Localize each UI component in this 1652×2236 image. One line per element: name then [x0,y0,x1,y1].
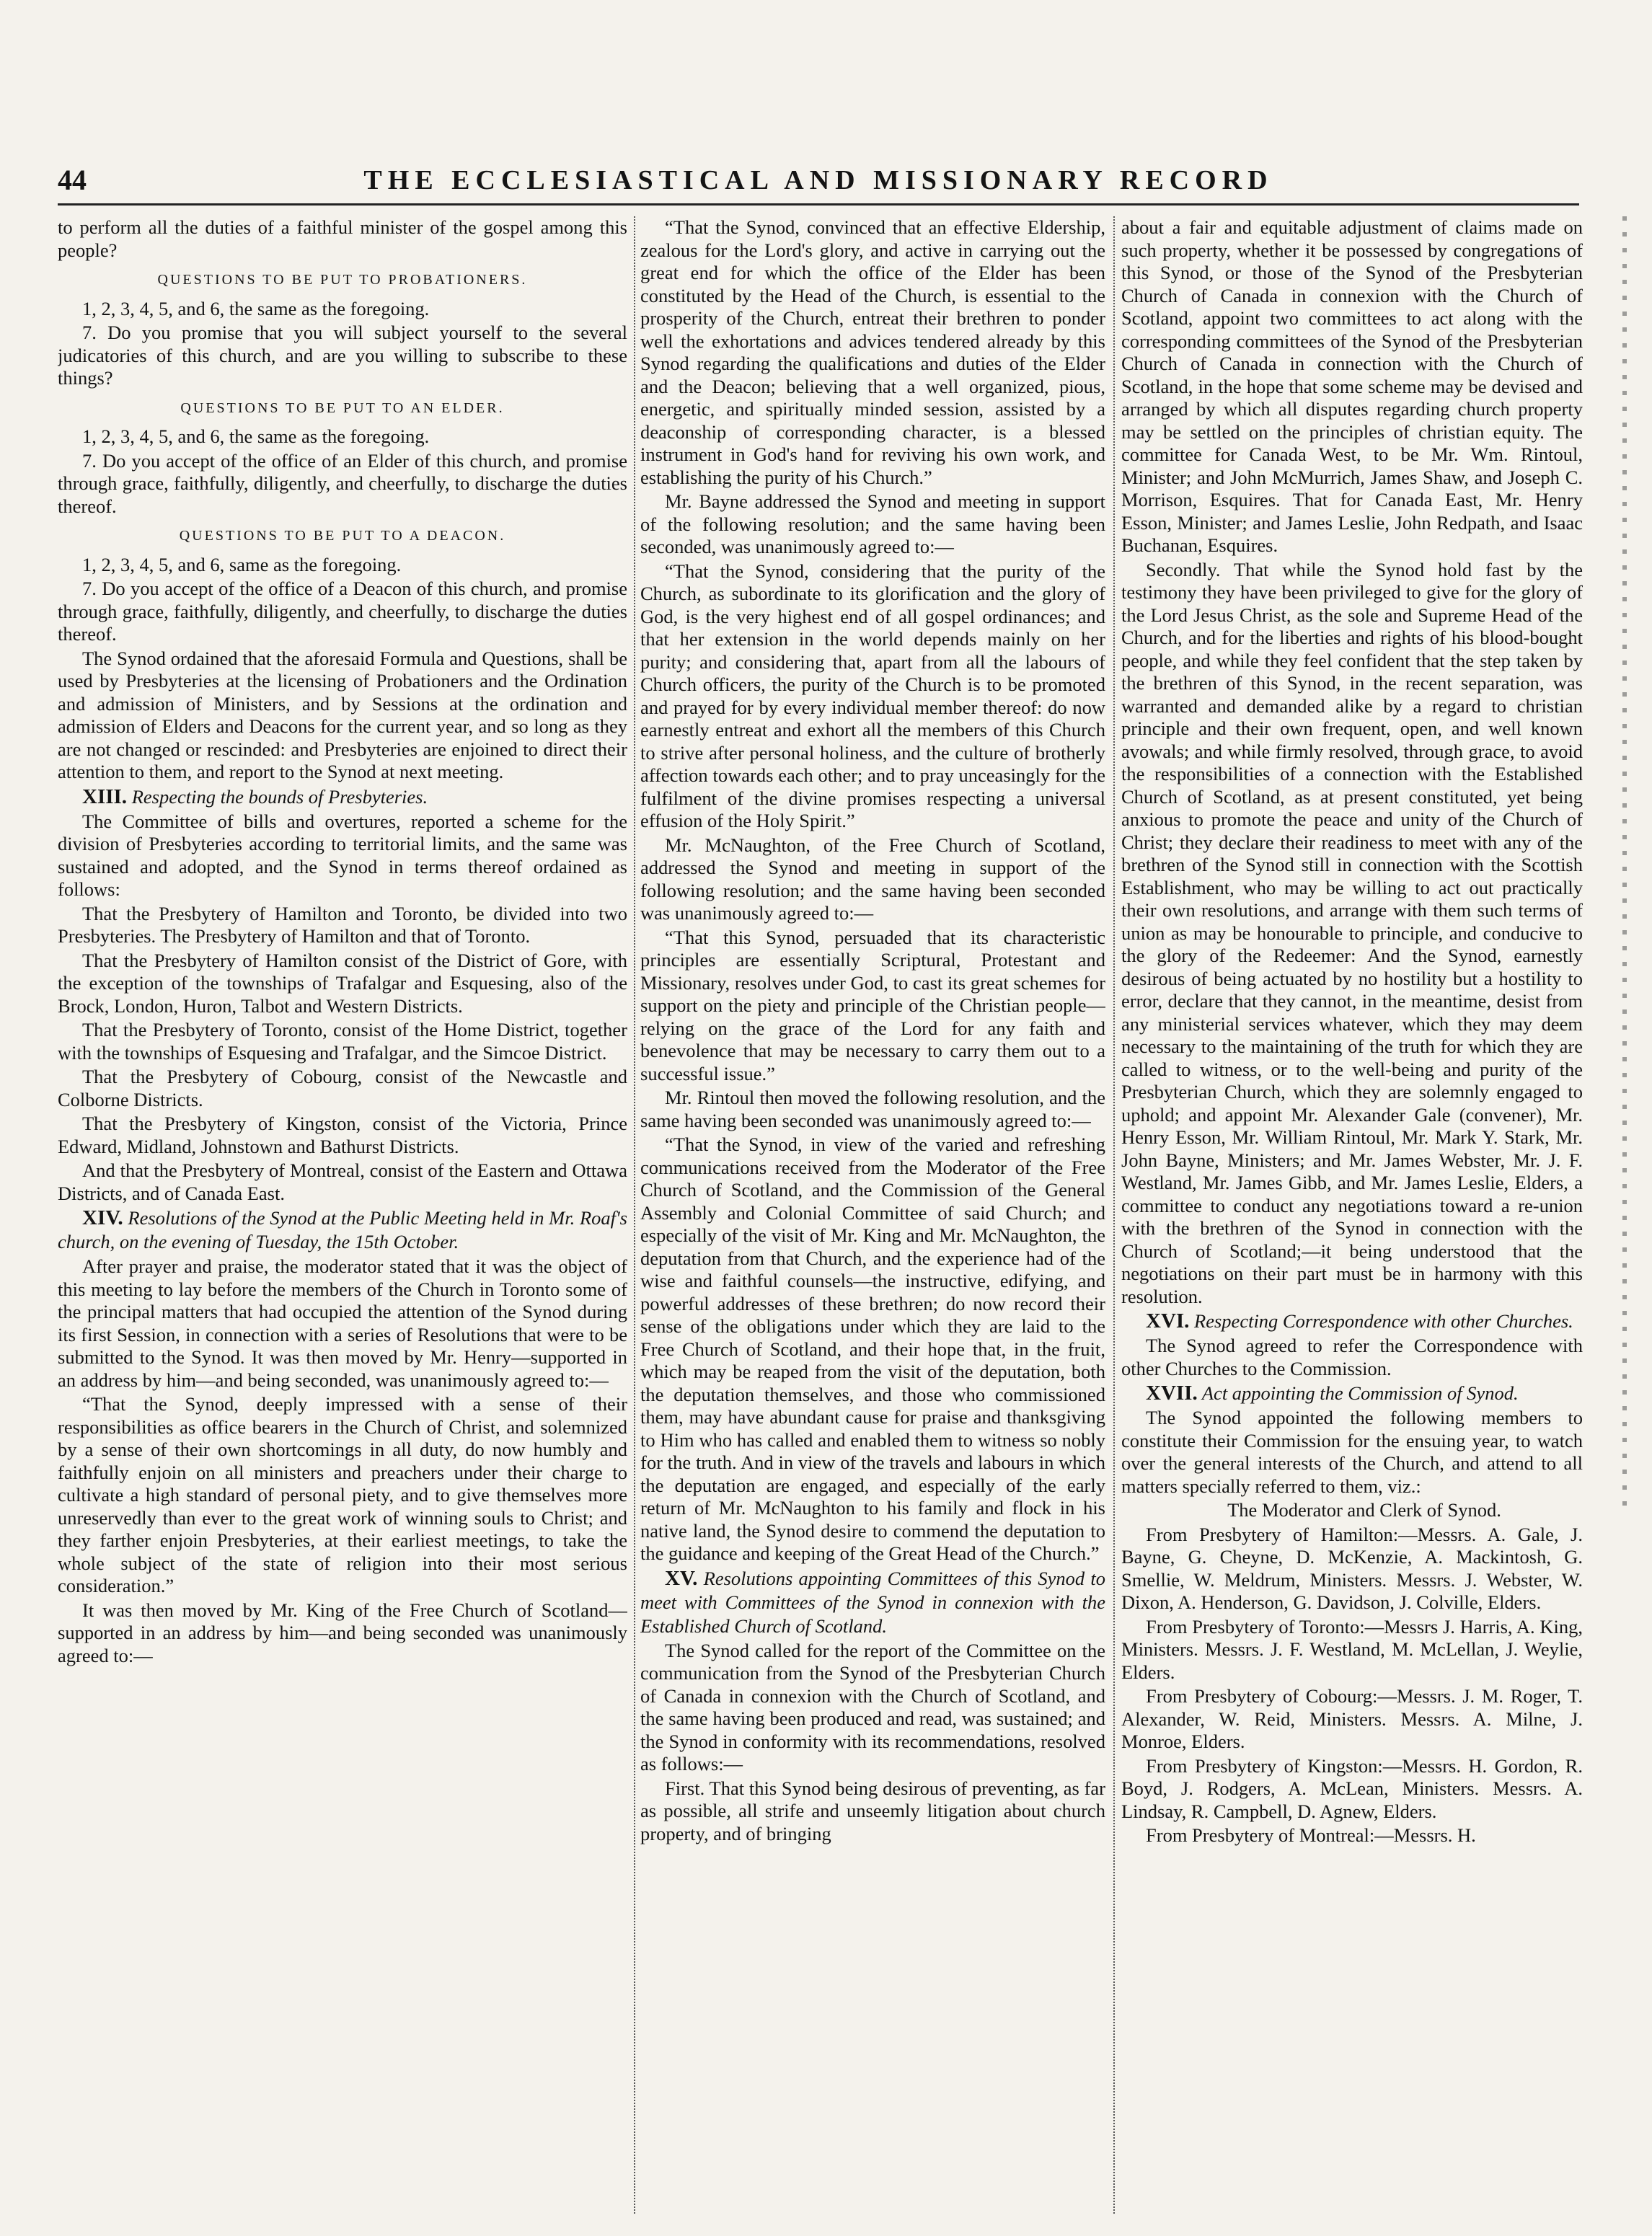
paragraph: 1, 2, 3, 4, 5, and 6, the same as the foregoing. [82,425,430,447]
paragraph: “That the Synod, convinced that an effective Eldership, zealous for the Lord's glory, and active in carrying out the great end for which the office of the Elder has been constituted by the Head of the Church, is essential to the prosperity of the Church, entreat their brethren to ponder well the exhortations and advices tendered already by this Synod regarding the qualifications and duties of the Elder and the Deacon; believing that a well organized, pious, energetic, and spiritually minded session, assisted by a deaconship of corresponding character, is a blessed instrument in God's hand for reviving his own work, and establishing the purity of his Church.” [640,216,1105,488]
paragraph: The Synod agreed to refer the Correspondence with other Churches to the Commission. [1121,1335,1583,1379]
paragraph: First. That this Synod being desirous of preventing, as far as possible, all strife and unseemly litigation about church property, and of bringing [640,1777,1105,1844]
section-number: XIII. [82,785,128,808]
paragraph: The Committee of bills and overtures, reported a scheme for the division of Presbyteries according to territorial limits, and the same was sustained and adopted, and the Synod in terms thereof ordained as follows: [58,810,627,900]
paragraph: about a fair and equitable adjustment of claims made on such property, whether it be possessed by congregations of this Synod, or those of the Synod of the Presbyterian Church of Canada in connexion with the Church of Scotland, appoint two committees to act along with the corresponding committees of the Synod of the Presbyterian Church of Canada in connection with the Church of Scotland, in the hope that some scheme may be devised and arranged by which all disputes regarding church property may be settled on the principles of christian equity. The committee for Canada West, to be Mr. Wm. Rintoul, Minister; and John McMurrich, James Shaw, and Joseph C. Morrison, Esquires. That for Canada East, Mr. Henry Esson, Minister; and James Leslie, John Redpath, and Isaac Buchanan, Esquires. [1121,216,1583,556]
column-middle [640,216,1105,2221]
paragraph: 7. Do you accept of the office of a Deacon of this church, and promise through grace, faithfully, diligently, and cheerfully, to discharge the duties thereof. [58,578,627,645]
section-heading [1121,1382,1583,1405]
paragraph: From Presbytery of Montreal:—Messrs. H. [1146,1824,1476,1846]
paragraph: That the Presbytery of Kingston, consist of the Victoria, Prince Edward, Midland, Johnstown and Bathurst Districts. [58,1113,627,1157]
paragraph: From Presbytery of Cobourg:—Messrs. J. M. Roger, T. Alexander, W. Reid, Ministers. Messrs. A. Milne, J. Monroe, Elders. [1121,1685,1583,1752]
paragraph: The Synod called for the report of the Committee on the communication from the Synod of the Presbyterian Church of Canada in connexion with the Church of Scotland, and the same having been produced and read, was sustained; and the Synod in conformity with its recommendations, resolved as follows:— [640,1639,1105,1775]
running-title: THE ECCLESIASTICAL AND MISSIONARY RECORD [363,165,1273,195]
column-rule [1113,216,1115,2214]
paragraph: And that the Presbytery of Montreal, consist of the Eastern and Ottawa Districts, and of Canada East. [58,1159,627,1204]
column-right [1121,216,1583,2221]
paragraph: 1, 2, 3, 4, 5, and 6, the same as the foregoing. [82,297,430,319]
paragraph: After prayer and praise, the moderator stated that it was the object of this meeting to lay before the members of the Church in Toronto some of the principal matters that had occupied the attention of the Synod during its first Session, in connection with a series of Resolutions that were to be submitted to the Synod. It was then moved by Mr. Henry—supported in an address by him—and being seconded, was unanimously agreed to:— [58,1255,627,1391]
paragraph: The Synod appointed the following members to constitute their Commission for the ensuing year, to watch over the general interests of the Church, and attend to all matters specially referred to them, viz.: [1121,1407,1583,1497]
binding-edge-noise [1622,216,1627,1514]
section-title: Act appointing the Commission of Synod. [1201,1382,1519,1404]
paragraph: Mr. Bayne addressed the Synod and meeting in support of the following resolution; and the same having been seconded, was unanimously agreed to:— [640,490,1105,557]
paragraph: It was then moved by Mr. King of the Free Church of Scotland—supported in an address by him—and being seconded was unanimously agreed to:— [58,1599,627,1666]
section-heading [640,1567,1105,1638]
paragraph: Secondly. That while the Synod hold fast by the testimony they have been privileged to give for the glory of the Lord Jesus Christ, as the sole and Supreme Head of the Church, and for the liberties and rights of his blood-bought people, and while they feel confident that the step taken by the brethren of this Synod, in the recent separation, was warranted and demanded alike by a regard to christian principle and their own frequent, open, and well known avowals; and while firmly resolved, through grace, to avoid the responsibilities of a connection with the Established Church of Scotland, as at present constituted, yet being anxious to promote the peace and unity of the Church of Christ; they declare their readiness to meet with any of the brethren of the Synod still in connection with the Scottish Establishment, who may be willing to act out practically their own resolutions, and arrange with them such terms of union as may be honourable to principle, and conducive to the glory of the Redeemer: And the Synod, earnestly desirous of being actuated by no hostility but a hostility to error, declare that they cannot, in the meantime, desist from any ministerial services whatever, which they may deem necessary to the maintaining of the truth for which they are called to witness, or to the well-being and purity of the Presbyterian Church, which they are solemnly engaged to uphold; and appoint Mr. Alexander Gale (convener), Mr. Henry Esson, Mr. William Rintoul, Mr. Mark Y. Stark, Mr. John Bayne, Ministers; and Mr. James Webster, Mr. J. F. Westland, Mr. James Gibb, and Mr. James Leslie, Elders, a committee to conduct any negotiations toward a re-union with the brethren of the Synod in connection with the Church of Scotland;—it being understood that the negotiations on their part must be in harmony with this resolution. [1121,558,1583,1307]
section-number: XV. [665,1566,698,1590]
centered-line: The Moderator and Clerk of Synod. [1227,1499,1501,1521]
paragraph: 7. Do you promise that you will subject yourself to the several judicatories of this church, and are you willing to subscribe to these things? [58,322,627,389]
section-heading [58,785,627,809]
column-left [58,216,627,2221]
paragraph: 7. Do you accept of the office of an Elder of this church, and promise through grace, faithfully, diligently, and cheerfully, to discharge the duties thereof. [58,449,627,517]
paragraph: That the Presbytery of Hamilton and Toronto, be divided into two Presbyteries. The Presbytery of Hamilton and that of Toronto. [58,902,627,947]
page-number: 44 [58,164,87,196]
paragraph: “That this Synod, persuaded that its characteristic principles are essentially Scriptural, Protestant and Missionary, resolves under God, to cast its great schemes for support on the piety and principle of the Christian people—relying on the grace of the Lord for any faith and benevolence that may be necessary to carry them out to a successful issue.” [640,926,1105,1084]
section-heading [1121,1309,1583,1333]
paragraph: Mr. Rintoul then moved the following resolution, and the same having been seconded was unanimously agreed to:— [640,1087,1105,1131]
paragraph: “That the Synod, considering that the purity of the Church, as subordinate to its glorification and the glory of God, is the very highest end of all gospel ordinances; and that her extension in the world depends mainly on her purity; and considering that, apart from all the labours of Church officers, the purity of the Church is to be promoted and prayed for by every individual member thereof: do now earnestly entreat and exhort all the members of this Church to strive after personal holiness, and the culture of brotherly affection towards each other; and to pray unceasingly for the fulfilment of the divine promises respecting a universal effusion of the Holy Spirit.” [640,560,1105,831]
paragraph: That the Presbytery of Toronto, consist of the Home District, together with the townships of Esquesing and Trafalgar, and the Simcoe District. [58,1019,627,1064]
questions-heading: QUESTIONS TO BE PUT TO AN ELDER. [180,399,505,416]
section-number: XIV. [82,1206,123,1229]
paragraph: 1, 2, 3, 4, 5, and 6, same as the foregoing. [82,553,402,575]
questions-heading: QUESTIONS TO BE PUT TO A DEACON. [179,528,506,544]
section-number: XVII. [1146,1382,1198,1405]
section-title: Resolutions appointing Committees of this Synod to meet with Committees of the Synod in connexion with the Established Church of Scotland. [640,1567,1105,1637]
section-title: Respecting Correspondence with other Churches. [1194,1310,1573,1332]
paragraph: From Presbytery of Kingston:—Messrs. H. Gordon, R. Boyd, J. Rodgers, A. McLean, Ministers. Messrs. A. Lindsay, R. Campbell, D. Agnew, Elders. [1121,1754,1583,1822]
section-heading [58,1206,627,1254]
paragraph: to perform all the duties of a faithful minister of the gospel among this people? [58,216,627,261]
paragraph: That the Presbytery of Cobourg, consist of the Newcastle and Colborne Districts. [58,1066,627,1110]
paragraph: That the Presbytery of Hamilton consist of the District of Gore, with the exception of the townships of Trafalgar and Esquesing, also of the Brock, London, Huron, Talbot and Western Districts. [58,949,627,1017]
column-rule [634,216,635,2214]
section-title: Resolutions of the Synod at the Public Meeting held in Mr. Roaf's church, on the evening of Tuesday, the 15th October. [58,1207,627,1252]
section-title: Respecting the bounds of Presbyteries. [131,785,428,808]
page-header [58,160,1579,206]
paragraph: The Synod ordained that the aforesaid Formula and Questions, shall be used by Presbyteries at the licensing of Probationers and the Ordination and admission of Ministers, and by Sessions at the ordination and admission of Elders and Deacons for the current year, and so long as they are not changed or rescinded: and Presbyteries are enjoined to direct their attention to them, and report to the Synod at next meeting. [58,647,627,782]
paragraph: “That the Synod, in view of the varied and refreshing communications received from the Moderator of the Free Church of Scotland, and the Commission of the General Assembly and Colonial Committee of said Church; and especially of the visit of Mr. King and Mr. McNaughton, the deputation from that Church, and the experience had of the wise and faithful counsels—the instructive, edifying, and powerful addresses of these brethren; do now record their sense of the obligations under which they are laid to the Free Church of Scotland, and their hope that, in the fruit, which may be reaped from the visit of the deputation, both the deputation themselves, and those who commissioned them, may have abundant cause for praise and thanksgiving to Him who has called and enabled them to witness so nobly for the truth. And in view of the travels and labours in which the deputation are engaged, and especially of the early return of Mr. McNaughton to his family and flock in his native land, the Synod desire to commend the deputation to the guidance and keeping of the Great Head of the Church.” [640,1134,1105,1564]
paragraph: From Presbytery of Hamilton:—Messrs. A. Gale, J. Bayne, G. Cheyne, D. McKenzie, A. Mackintosh, G. Smellie, W. Meldrum, Ministers. Messrs. J. Webster, W. Dixon, A. Henderson, G. Davidson, J. Colville, Elders. [1121,1523,1583,1613]
section-number: XVI. [1146,1309,1190,1333]
paragraph: Mr. McNaughton, of the Free Church of Scotland, addressed the Synod and meeting in support of the following resolution; and the same having been seconded was unanimously agreed to:— [640,834,1105,924]
questions-heading: QUESTIONS TO BE PUT TO PROBATIONERS. [157,272,528,288]
paragraph: “That the Synod, deeply impressed with a sense of their responsibilities as office bearers in the Church of Christ, and solemnized by a sense of their own shortcomings in all duty, do now humbly and faithfully enjoin on all ministers and preachers under their charge to cultivate a high standard of personal piety, and to give themselves more unreservedly than ever to the great work of winning souls to Christ; and they farther enjoin Presbyteries, at their earliest meetings, to take the whole subject of the state of religion into their most serious consideration.” [58,1393,627,1596]
paragraph: From Presbytery of Toronto:—Messrs J. Harris, A. King, Ministers. Messrs. J. F. Westland, M. McLellan, J. Weylie, Elders. [1121,1615,1583,1683]
